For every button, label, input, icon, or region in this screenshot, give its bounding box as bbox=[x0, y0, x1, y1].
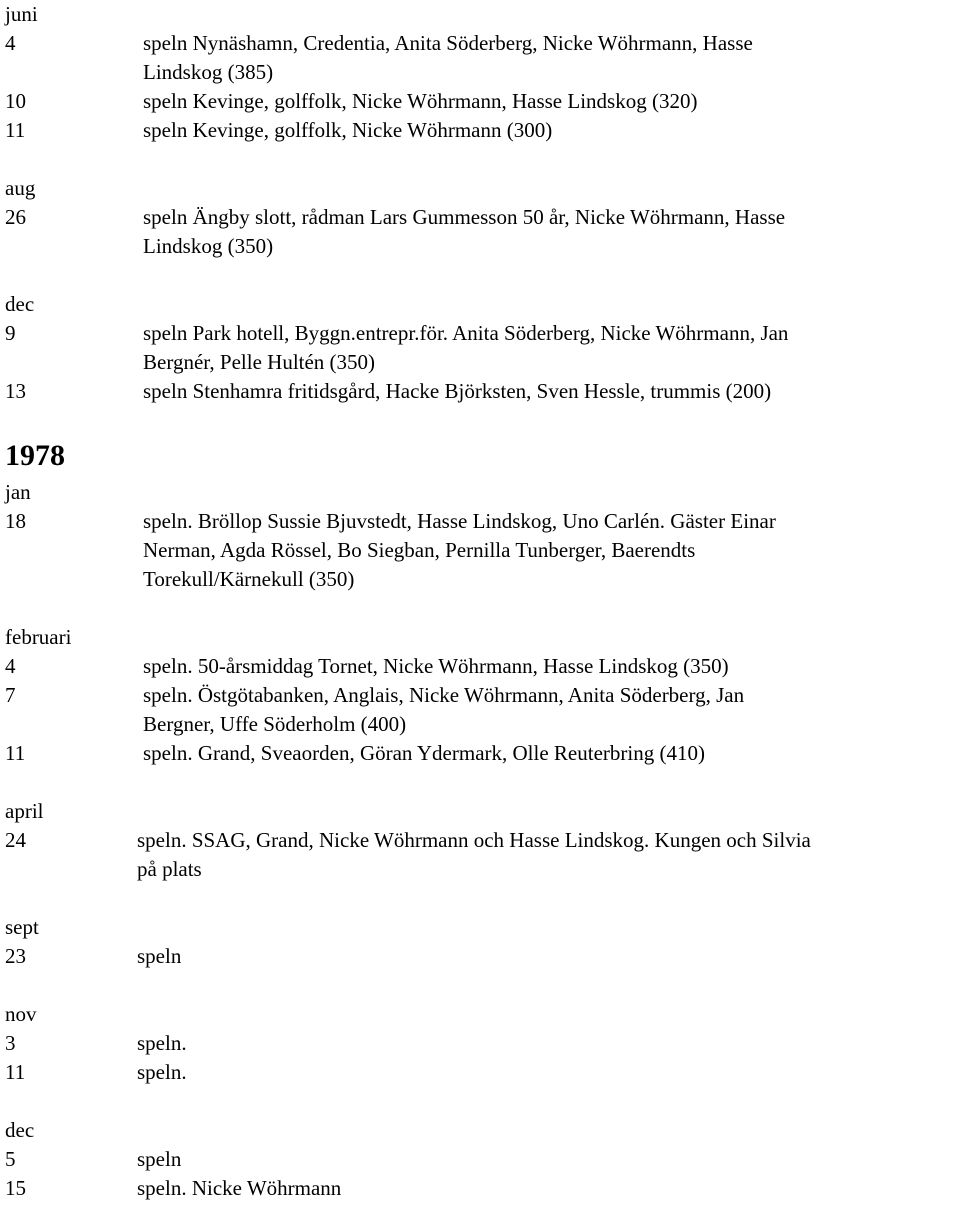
entry-text: speln. Grand, Sveaorden, Göran Ydermark, Olle Reuterbring (410) bbox=[143, 741, 705, 765]
entry-text: speln Nynäshamn, Credentia, Anita Söderberg, Nicke Wöhrmann, Hasse bbox=[143, 31, 753, 55]
entry-text: speln. Bröllop Sussie Bjuvstedt, Hasse Lindskog, Uno Carlén. Gäster Einar bbox=[143, 509, 776, 533]
entry-text: på plats bbox=[137, 857, 202, 881]
month-heading: april bbox=[5, 799, 44, 823]
entry-text: Bergner, Uffe Söderholm (400) bbox=[143, 712, 407, 736]
day-number: 9 bbox=[5, 321, 16, 345]
entry-text: Torekull/Kärnekull (350) bbox=[143, 567, 355, 591]
month-heading: dec bbox=[5, 1118, 35, 1142]
day-number: 10 bbox=[5, 89, 26, 113]
entry-text: speln Stenhamra fritidsgård, Hacke Björksten, Sven Hessle, trummis (200) bbox=[143, 379, 772, 403]
month-heading: dec bbox=[5, 292, 35, 316]
entry-text: Bergnér, Pelle Hultén (350) bbox=[143, 350, 376, 374]
day-number: 24 bbox=[5, 828, 26, 852]
entry-text: Lindskog (385) bbox=[143, 60, 274, 84]
month-heading: nov bbox=[5, 1002, 37, 1026]
day-number: 11 bbox=[5, 1060, 26, 1084]
entry-text: Lindskog (350) bbox=[143, 234, 274, 258]
entry-text: speln. 50-årsmiddag Tornet, Nicke Wöhrmann, Hasse Lindskog (350) bbox=[143, 654, 729, 678]
entry-text: speln Kevinge, golffolk, Nicke Wöhrmann, Hasse Lindskog (320) bbox=[143, 89, 698, 113]
day-number: 7 bbox=[5, 683, 16, 707]
month-heading: juni bbox=[5, 2, 38, 26]
entry-text: speln bbox=[137, 1147, 182, 1171]
entry-text: speln. Östgötabanken, Anglais, Nicke Wöhrmann, Anita Söderberg, Jan bbox=[143, 683, 745, 707]
day-number: 5 bbox=[5, 1147, 16, 1171]
month-heading: februari bbox=[5, 625, 72, 649]
day-number: 4 bbox=[5, 654, 16, 678]
entry-text: speln Park hotell, Byggn.entrepr.för. Anita Söderberg, Nicke Wöhrmann, Jan bbox=[143, 321, 789, 345]
year-heading: 1978 bbox=[5, 439, 65, 472]
entry-text: speln. Nicke Wöhrmann bbox=[137, 1176, 342, 1200]
month-heading: sept bbox=[5, 915, 39, 939]
entry-text: speln bbox=[137, 944, 182, 968]
day-number: 18 bbox=[5, 509, 26, 533]
day-number: 3 bbox=[5, 1031, 16, 1055]
day-number: 11 bbox=[5, 118, 26, 142]
day-number: 13 bbox=[5, 379, 26, 403]
day-number: 4 bbox=[5, 31, 16, 55]
day-number: 15 bbox=[5, 1176, 26, 1200]
month-heading: jan bbox=[5, 480, 31, 504]
entry-text: speln. bbox=[137, 1031, 187, 1055]
entry-text: speln Kevinge, golffolk, Nicke Wöhrmann (300) bbox=[143, 118, 553, 142]
entry-text: speln Ängby slott, rådman Lars Gummesson 50 år, Nicke Wöhrmann, Hasse bbox=[143, 205, 786, 229]
day-number: 26 bbox=[5, 205, 26, 229]
day-number: 23 bbox=[5, 944, 26, 968]
entry-text: speln. bbox=[137, 1060, 187, 1084]
entry-text: Nerman, Agda Rössel, Bo Siegban, Pernilla Tunberger, Baerendts bbox=[143, 538, 696, 562]
day-number: 11 bbox=[5, 741, 26, 765]
entry-text: speln. SSAG, Grand, Nicke Wöhrmann och Hasse Lindskog. Kungen och Silvia bbox=[137, 828, 811, 852]
month-heading: aug bbox=[5, 176, 36, 200]
